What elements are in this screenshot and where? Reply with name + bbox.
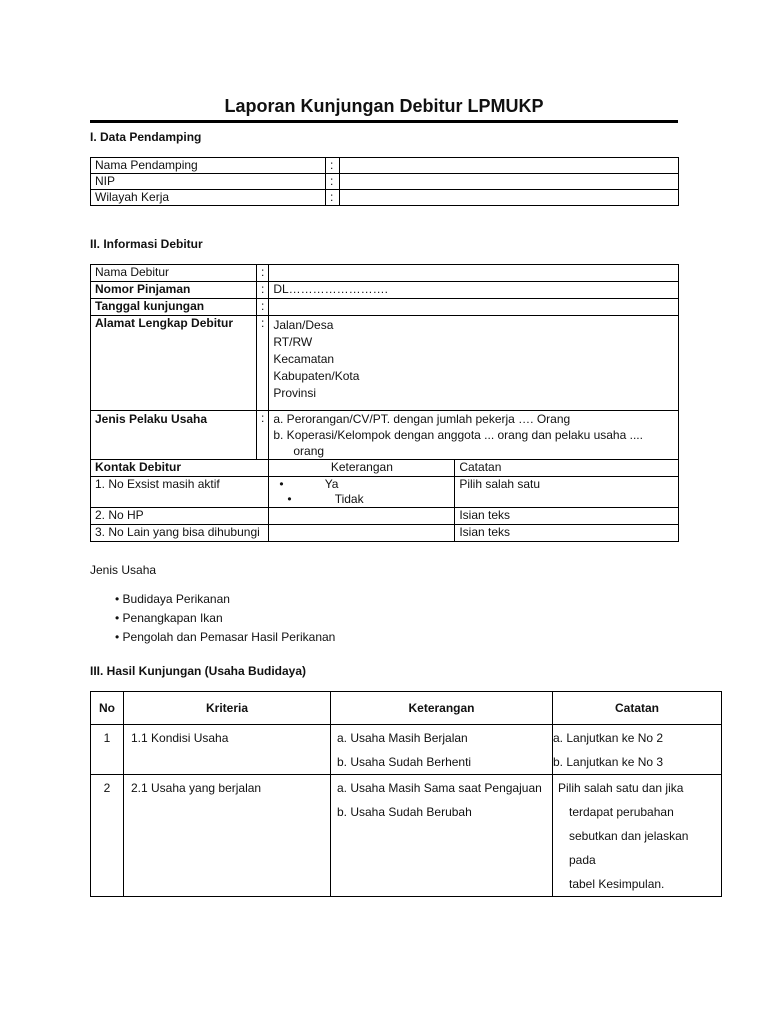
nip-field[interactable]	[340, 174, 679, 190]
field-label: 2. No HP	[91, 508, 269, 525]
data-pendamping-table	[90, 157, 679, 206]
catatan-option: a. Lanjutkan ke No 2	[553, 731, 664, 745]
catatan-line: terdapat perubahan	[569, 805, 674, 819]
table-row	[91, 174, 679, 190]
bullet-icon: •	[115, 592, 123, 606]
catatan-option: b. Lanjutkan ke No 3	[553, 755, 664, 769]
list-item-label: Pengolah dan Pemasar Hasil Perikanan	[122, 630, 336, 644]
column-header: No	[91, 692, 124, 725]
bullet-icon: •	[115, 611, 123, 625]
table-row	[91, 265, 679, 282]
table-header-row	[91, 692, 722, 725]
bullet-icon: •	[287, 492, 292, 506]
option-ya[interactable]: Ya	[324, 477, 339, 491]
catatan-cell	[553, 775, 722, 897]
colon: :	[326, 190, 340, 206]
column-header: Catatan	[553, 692, 722, 725]
address-line: Jalan/Desa	[273, 318, 334, 332]
catatan-cell: Isian teks	[455, 508, 679, 525]
section-3-heading: III. Hasil Kunjungan (Usaha Budidaya)	[90, 664, 307, 678]
field-label: Jenis Pelaku Usaha	[91, 411, 257, 460]
table-row	[91, 725, 722, 775]
section-2-heading: II. Informasi Debitur	[90, 237, 203, 251]
column-header: Keterangan	[331, 692, 553, 725]
address-line: Kabupaten/Kota	[273, 369, 360, 383]
no-hp-field[interactable]	[269, 508, 455, 525]
alamat-field[interactable]	[269, 316, 679, 411]
table-row	[91, 282, 679, 299]
catatan-line: Pilih salah satu dan jika	[558, 781, 684, 795]
nama-debitur-field[interactable]	[269, 265, 679, 282]
column-header: Kriteria	[124, 692, 331, 725]
colon: :	[326, 174, 340, 190]
address-line: Kecamatan	[273, 352, 335, 366]
table-row	[91, 411, 679, 460]
row-number: 1	[91, 725, 124, 775]
address-line: Provinsi	[273, 386, 317, 400]
table-row	[91, 190, 679, 206]
field-label: Nama Pendamping	[91, 158, 326, 174]
table-row	[91, 158, 679, 174]
field-label: Nama Debitur	[91, 265, 257, 282]
field-label: 1. No Exsist masih aktif	[91, 477, 269, 508]
catatan-header: Catatan	[455, 460, 679, 477]
list-item-label: Budidaya Perikanan	[122, 592, 230, 606]
colon: :	[257, 299, 269, 316]
field-label: Wilayah Kerja	[91, 190, 326, 206]
colon: :	[257, 411, 269, 460]
keterangan-option: a. Usaha Masih Sama saat Pengajuan	[337, 781, 542, 795]
table-row	[91, 775, 722, 897]
jenis-usaha-list	[115, 590, 335, 647]
list-item-label: Penangkapan Ikan	[122, 611, 223, 625]
colon: :	[257, 282, 269, 299]
document-title: Laporan Kunjungan Debitur LPMUKP	[224, 96, 544, 116]
catatan-line: tabel Kesimpulan.	[569, 877, 665, 891]
ya-tidak-options[interactable]	[269, 477, 455, 508]
keterangan-option: a. Usaha Masih Berjalan	[337, 731, 468, 745]
catatan-cell: Pilih salah satu	[455, 477, 679, 508]
table-row	[91, 525, 679, 542]
keterangan-cell	[331, 775, 553, 897]
list-item[interactable]	[115, 609, 335, 628]
list-item[interactable]	[115, 590, 335, 609]
nama-pendamping-field[interactable]	[340, 158, 679, 174]
field-label: Tanggal kunjungan	[91, 299, 257, 316]
field-label: Alamat Lengkap Debitur	[91, 316, 257, 411]
row-number: 2	[91, 775, 124, 897]
jenis-pelaku-field[interactable]	[269, 411, 679, 460]
option-tidak[interactable]: Tidak	[334, 492, 364, 506]
no-lain-field[interactable]	[269, 525, 455, 542]
colon: :	[326, 158, 340, 174]
informasi-debitur-table	[90, 264, 679, 542]
tanggal-kunjungan-field[interactable]	[269, 299, 679, 316]
section-1-heading: I. Data Pendamping	[90, 130, 202, 144]
address-line: RT/RW	[273, 335, 313, 349]
catatan-line: sebutkan dan jelaskan pada	[569, 829, 689, 867]
catatan-cell: Isian teks	[455, 525, 679, 542]
keterangan-cell	[331, 725, 553, 775]
field-label: 3. No Lain yang bisa dihubungi	[91, 525, 269, 542]
keterangan-header: Keterangan	[269, 460, 455, 477]
field-label: NIP	[91, 174, 326, 190]
colon: :	[257, 265, 269, 282]
kriteria-cell: 1.1 Kondisi Usaha	[124, 725, 331, 775]
hasil-kunjungan-table	[90, 691, 722, 897]
catatan-cell	[553, 725, 722, 775]
nomor-pinjaman-field[interactable]: DL…………………….	[269, 282, 679, 299]
table-row	[91, 460, 679, 477]
field-label: Nomor Pinjaman	[91, 282, 257, 299]
list-item[interactable]	[115, 628, 335, 647]
kontak-debitur-header: Kontak Debitur	[91, 460, 269, 477]
bullet-icon: •	[115, 630, 123, 644]
title-underline	[90, 120, 678, 123]
kriteria-cell: 2.1 Usaha yang berjalan	[124, 775, 331, 897]
option-b: b. Koperasi/Kelompok dengan anggota ... orang dan pelaku usaha ....	[273, 428, 643, 442]
keterangan-option: b. Usaha Sudah Berubah	[337, 805, 472, 819]
colon: :	[257, 316, 269, 411]
bullet-icon: •	[279, 477, 284, 491]
table-row	[91, 299, 679, 316]
jenis-usaha-heading: Jenis Usaha	[90, 563, 157, 577]
option-a: a. Perorangan/CV/PT. dengan jumlah pekerja …. Orang	[273, 412, 571, 426]
wilayah-kerja-field[interactable]	[340, 190, 679, 206]
option-b-continued: orang	[293, 444, 325, 458]
table-row	[91, 477, 679, 508]
table-row	[91, 316, 679, 411]
table-row	[91, 508, 679, 525]
keterangan-option: b. Usaha Sudah Berhenti	[337, 755, 472, 769]
